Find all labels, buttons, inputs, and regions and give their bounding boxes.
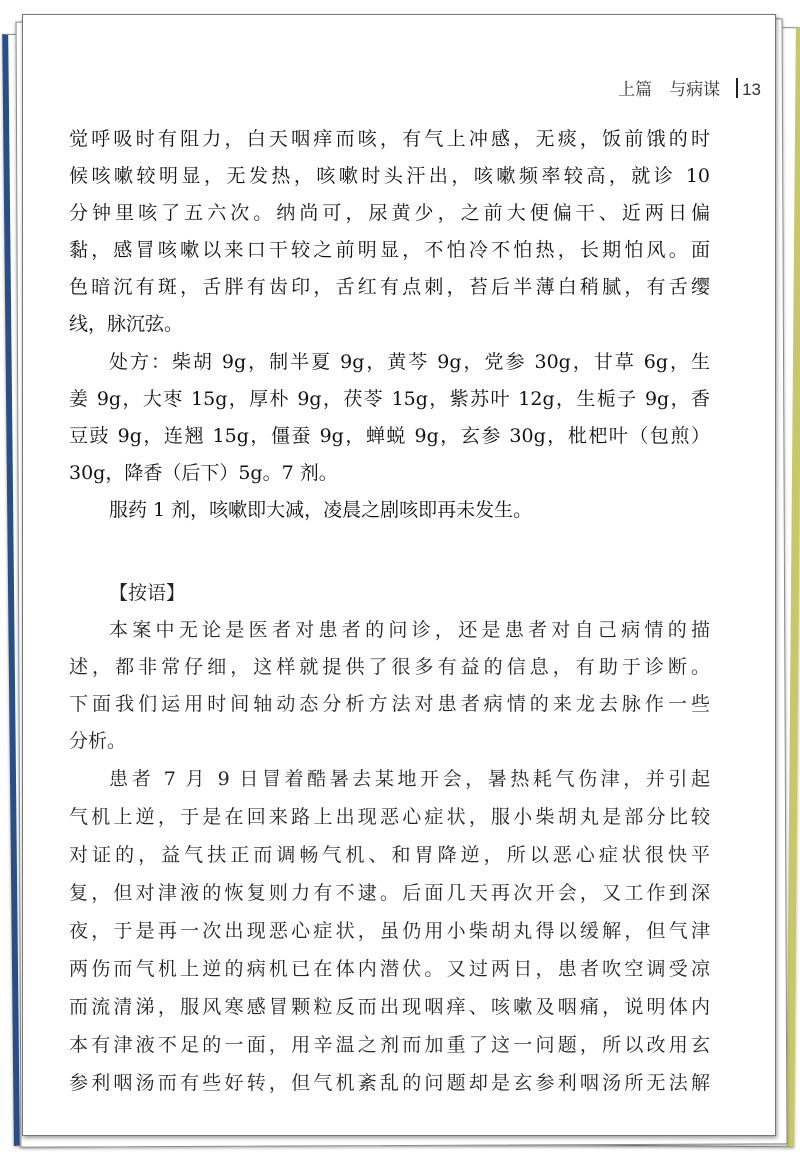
text-line: 本案中无论是医者对患者的问诊，还是患者对自己病情的描 [109, 619, 710, 641]
commentary-heading: 【按语】 [109, 582, 186, 604]
text-line: 30g，降香（后下）5g。7 剂。 [69, 462, 338, 484]
text-line: 线，脉沉弦。 [69, 313, 184, 335]
text-line: 分析。 [69, 730, 127, 752]
text-line: 而流清涕，服风寒感冒颗粒反而出现咽痒、咳嗽及咽痛，说明体内 [69, 996, 710, 1018]
text-line: 本有津液不足的一面，用辛温之剂而加重了这一问题，所以改用玄 [69, 1034, 710, 1056]
text-line: 患者 7 月 9 日冒着酷暑去某地开会，暑热耗气伤津，并引起 [109, 768, 710, 790]
text-line: 处方：柴胡 9g，制半夏 9g，黄芩 9g，党参 30g，甘草 6g，生 [109, 351, 710, 373]
text-line: 觉呼吸时有阻力，白天咽痒而咳，有气上冲感，无痰，饭前饿的时 [69, 128, 710, 150]
book-page [22, 14, 776, 1136]
text-line: 服药 1 剂，咳嗽即大减，凌晨之剧咳即再未发生。 [109, 499, 533, 521]
text-line: 两伤而气机上逆的病机已在体内潜伏。又过两日，患者吹空调受凉 [69, 958, 710, 980]
text-line: 复，但对津液的恢复则力有不逮。后面几天再次开会，又工作到深 [69, 882, 710, 904]
text-line: 分钟里咳了五六次。纳尚可，尿黄少，之前大便偏干、近两日偏 [69, 202, 710, 224]
header-section-title: 上篇 与病谋 [618, 80, 721, 99]
text-line: 姜 9g，大枣 15g，厚朴 9g，茯苓 15g，紫苏叶 12g，生栀子 9g，香 [69, 388, 710, 410]
text-line: 对证的，益气扶正而调畅气机、和胃降逆，所以恶心症状很快平 [69, 844, 710, 866]
text-line: 参利咽汤而有些好转，但气机紊乱的问题却是玄参利咽汤所无法解 [69, 1072, 710, 1094]
text-line: 色暗沉有斑，舌胖有齿印，舌红有点刺，苔后半薄白稍腻，有舌缨 [69, 276, 710, 298]
text-line: 夜，于是再一次出现恶心症状，虽仍用小柴胡丸得以缓解，但气津 [69, 920, 710, 942]
text-line: 豆豉 9g，连翘 15g，僵蚕 9g，蝉蜕 9g，玄参 30g，枇杷叶（包煎） [69, 425, 710, 447]
text-line: 述，都非常仔细，这样就提供了很多有益的信息，有助于诊断。 [69, 656, 710, 678]
header-divider [736, 78, 738, 98]
text-line: 候咳嗽较明显，无发热，咳嗽时头汗出，咳嗽频率较高，就诊 10 [69, 165, 710, 187]
text-line: 气机上逆，于是在回来路上出现恶心症状，服小柴胡丸是部分比较 [69, 806, 710, 828]
running-header [23, 75, 761, 100]
text-line: 黏，感冒咳嗽以来口干较之前明显，不怕冷不怕热，长期怕风。面 [69, 239, 710, 261]
text-line: 下面我们运用时间轴动态分析方法对患者病情的来龙去脉作一些 [69, 693, 710, 715]
page-number: 13 [742, 80, 761, 99]
